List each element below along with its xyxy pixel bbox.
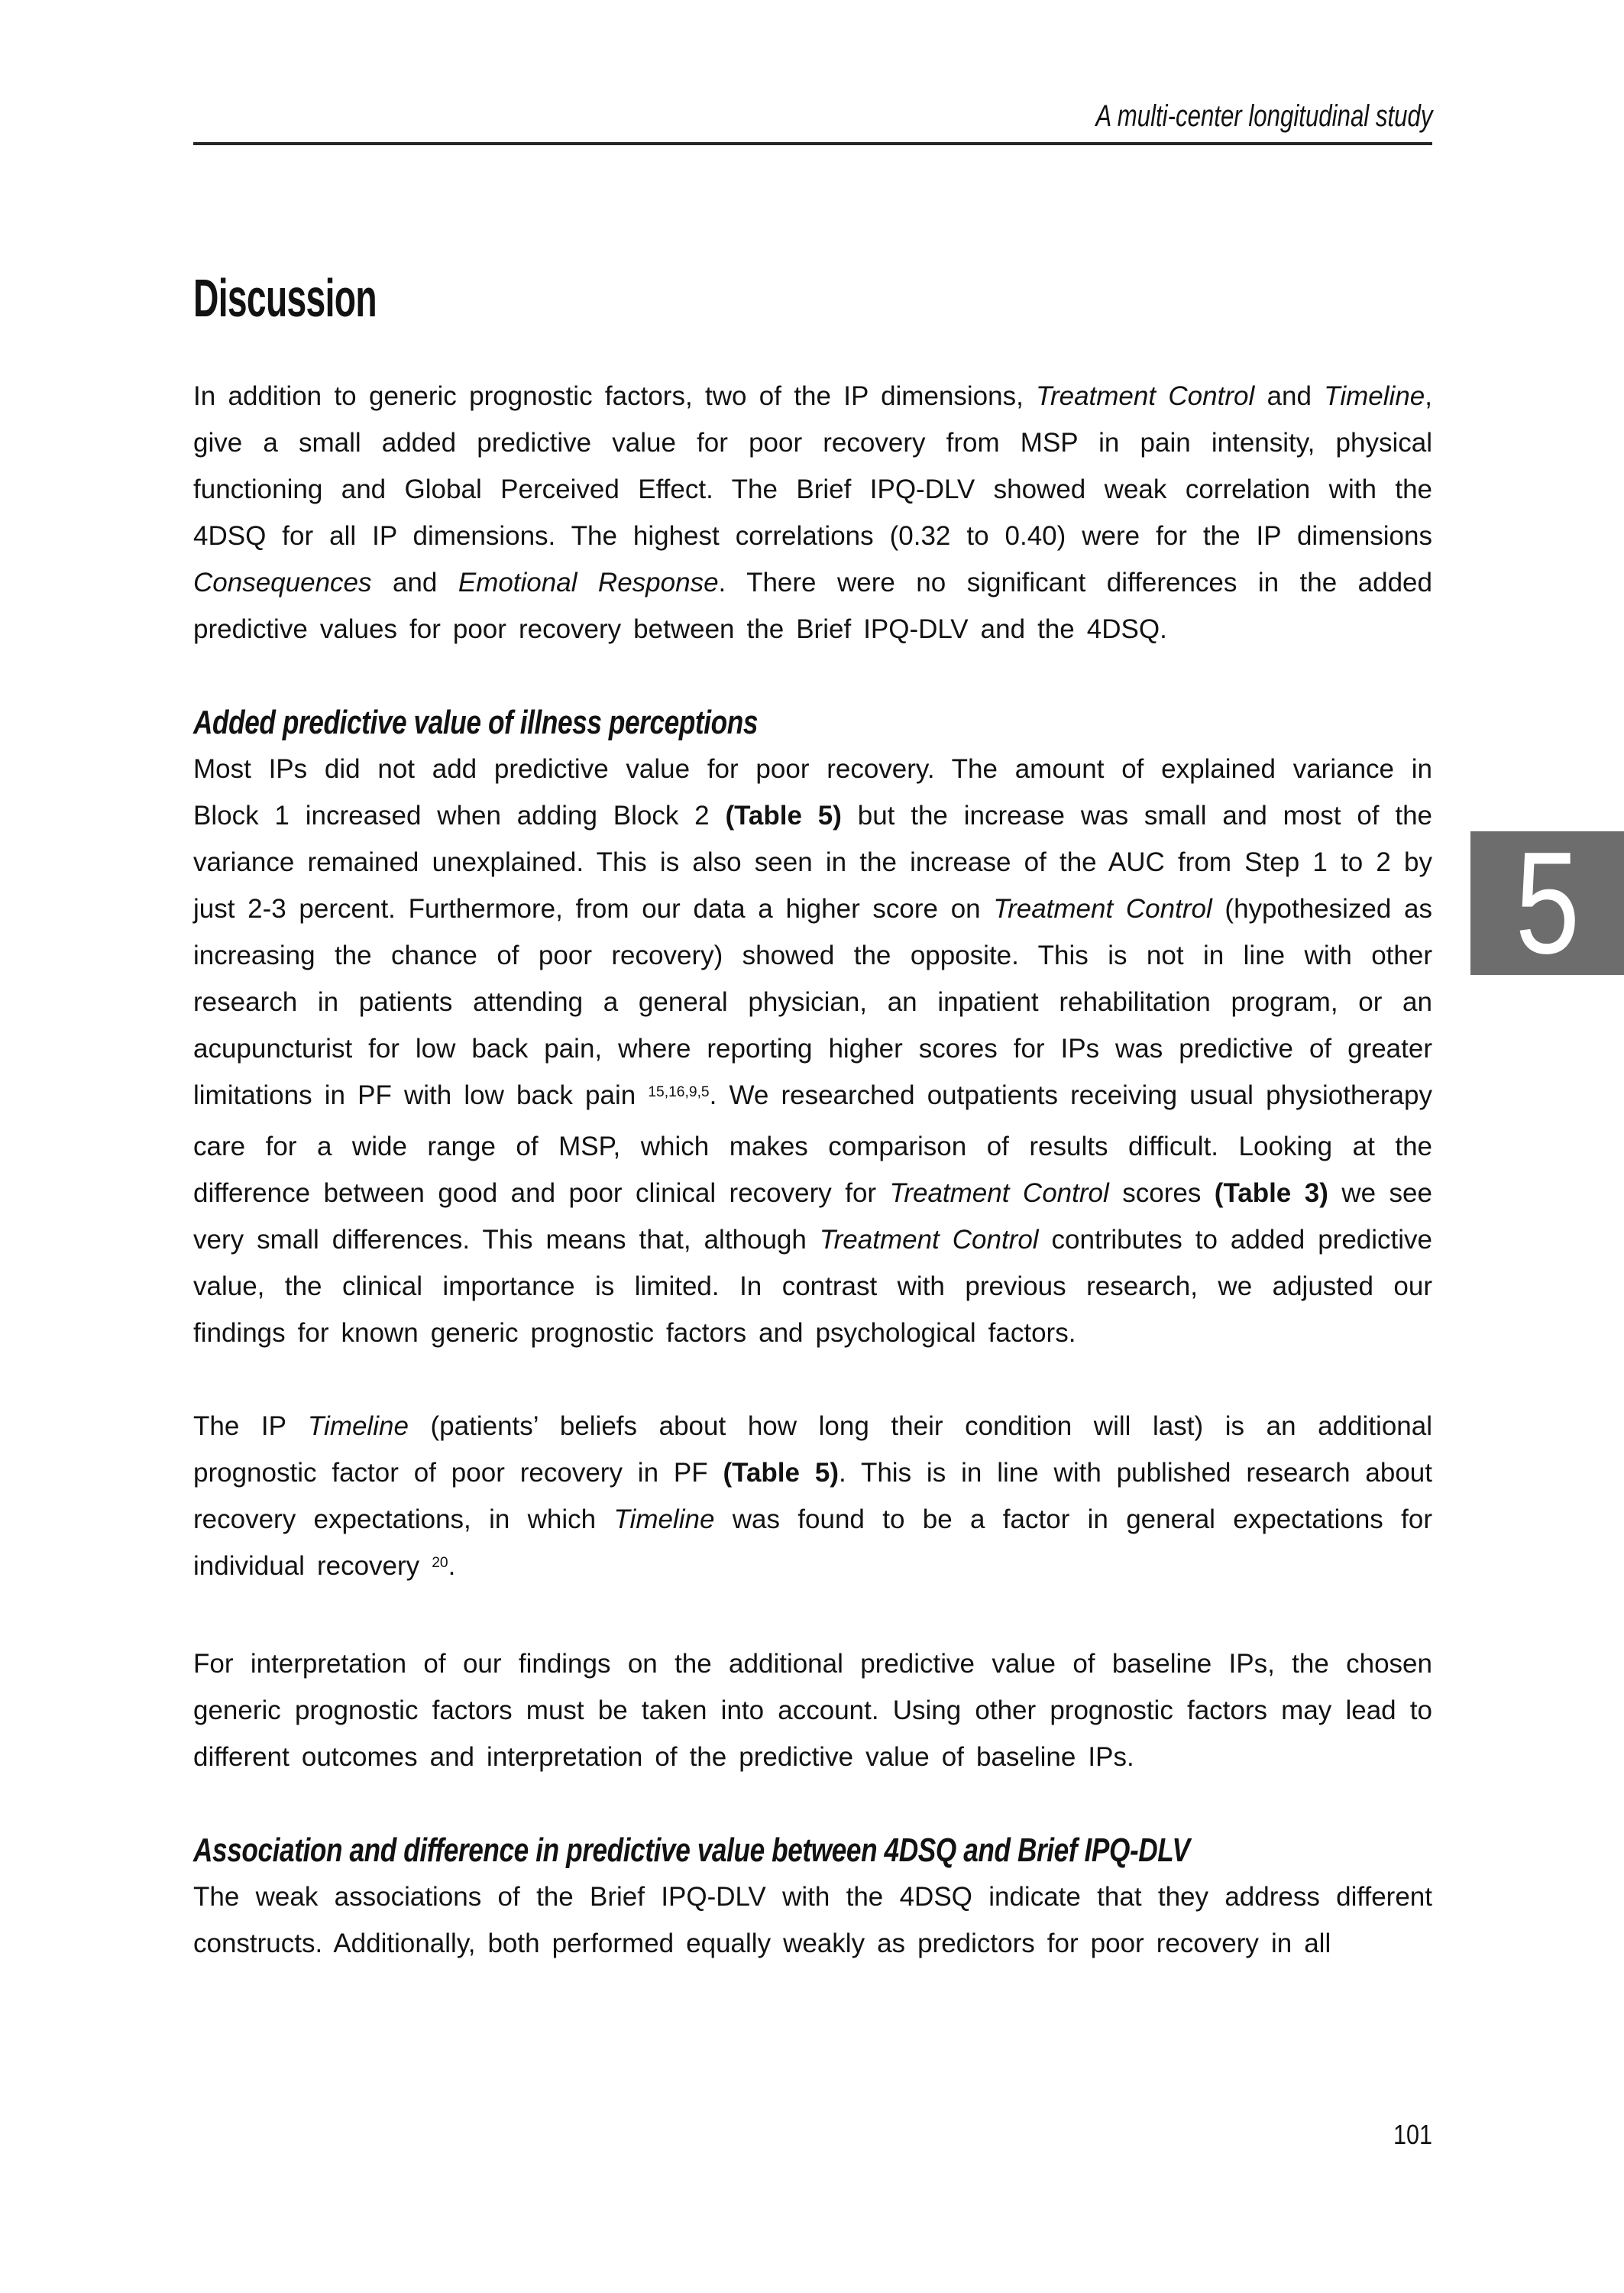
text-run: (Table 5) bbox=[723, 1458, 839, 1488]
text-run: (Table 5) bbox=[725, 801, 842, 831]
text-run: but the increase was small and most of the variance remained unexplained. This is also seen in the increase of the AUC from Step 1 to 2 by just 2-3 percent. Furthermore, from our data a higher score on bbox=[193, 801, 1432, 924]
text-run: (patients’ beliefs about how long their condition will last) is an additional prognostic factor of poor recovery in PF bbox=[193, 1411, 1433, 1488]
section-heading bbox=[193, 699, 1432, 746]
paragraph bbox=[193, 1874, 1432, 1967]
page-number bbox=[1386, 2118, 1432, 2152]
article-body bbox=[193, 0, 1432, 1967]
text-run: Treatment Control bbox=[889, 1178, 1109, 1208]
text-run: In addition to generic prognostic factors, two of the IP dimensions, bbox=[193, 381, 1037, 411]
page-title bbox=[193, 266, 1432, 330]
section-heading-text: Association and difference in predictive value between 4DSQ and Brief IPQ-DLV bbox=[193, 1831, 1190, 1869]
text-run: , give a small added predictive value for poor recovery from MSP in pain intensity, physical functioning and Global Perceived Effect. The Brief IPQ-DLV showed weak correlation with the 4DSQ for all IP dimensions. The highest correlations (0.32 to 0.40) were for the IP dimensions bbox=[193, 381, 1432, 551]
page-title-text: Discussion bbox=[193, 268, 377, 328]
text-run: Most IPs did not add predictive value for poor recovery. The amount of explained variance in Block 1 increased when adding Block 2 bbox=[193, 754, 1432, 831]
text-run: The weak associations of the Brief IPQ-DLV with the 4DSQ indicate that they address different constructs. Additionally, both performed equally weakly as predictors for poor recovery in all bbox=[193, 1882, 1432, 1958]
running-header-text: A multi-center longitudinal study bbox=[1095, 99, 1432, 133]
text-run: Timeline bbox=[307, 1411, 409, 1441]
paragraph bbox=[193, 373, 1432, 653]
text-run: Timeline bbox=[613, 1504, 715, 1534]
chapter-number: 5 bbox=[1515, 822, 1580, 984]
text-run: For interpretation of our findings on the additional predictive value of baseline IPs, the chosen generic prognostic factors must be taken into account. Using other prognostic factors may lead to different outcomes and interpretation of the predictive value of baseline IPs. bbox=[193, 1649, 1432, 1772]
paragraph bbox=[193, 1640, 1432, 1780]
chapter-tab bbox=[1470, 822, 1624, 984]
text-run: scores bbox=[1108, 1178, 1215, 1208]
text-run: we see very small differences. This means that, although bbox=[193, 1178, 1432, 1255]
text-run: . bbox=[448, 1551, 456, 1581]
text-run: (Table 3) bbox=[1214, 1178, 1328, 1208]
text-run: Timeline bbox=[1324, 381, 1425, 411]
text-run: was found to be a factor in general expectations for individual recovery bbox=[193, 1504, 1432, 1581]
text-run: Treatment Control bbox=[819, 1225, 1039, 1255]
section-heading-text: Added predictive value of illness perceptions bbox=[193, 704, 759, 741]
text-run: (hypothesized as increasing the chance of poor recovery) showed the opposite. This is not in line with other research in patients attending a general physician, an inpatient rehabilitation program, or an acupuncturist for low back pain, where reporting higher scores for IPs was predictive of greater limitations in PF with low back pain bbox=[193, 894, 1432, 1110]
text-run: contributes to added predictive value, the clinical importance is limited. In contrast with previous research, we adjusted our findings for known generic prognostic factors and psychological factors. bbox=[193, 1225, 1432, 1348]
text-run: The IP bbox=[193, 1411, 308, 1441]
text-run: and bbox=[371, 568, 458, 598]
paragraph bbox=[193, 746, 1432, 1356]
text-run: . There were no significant differences in the added predictive values for poor recovery between the Brief IPQ-DLV and the 4DSQ. bbox=[193, 568, 1432, 644]
text-run: . This is in line with published research about recovery expectations, in which bbox=[193, 1458, 1432, 1534]
reference-superscript: 15,16,9,5 bbox=[648, 1084, 710, 1101]
section-heading bbox=[193, 1827, 1432, 1874]
text-run: Emotional Response bbox=[458, 568, 719, 598]
text-run: and bbox=[1254, 381, 1325, 411]
page-number-text: 101 bbox=[1393, 2119, 1432, 2150]
text-run: Treatment Control bbox=[1036, 381, 1255, 411]
paragraph bbox=[193, 1403, 1432, 1594]
text-run: Treatment Control bbox=[993, 894, 1212, 924]
text-run: Consequences bbox=[193, 568, 372, 598]
text-run: . We researched outpatients receiving usual physiotherapy care for a wide range of MSP, which makes comparison of results difficult. Looking at the difference between good and poor clinical recovery for bbox=[193, 1080, 1432, 1208]
reference-superscript: 20 bbox=[432, 1555, 448, 1572]
